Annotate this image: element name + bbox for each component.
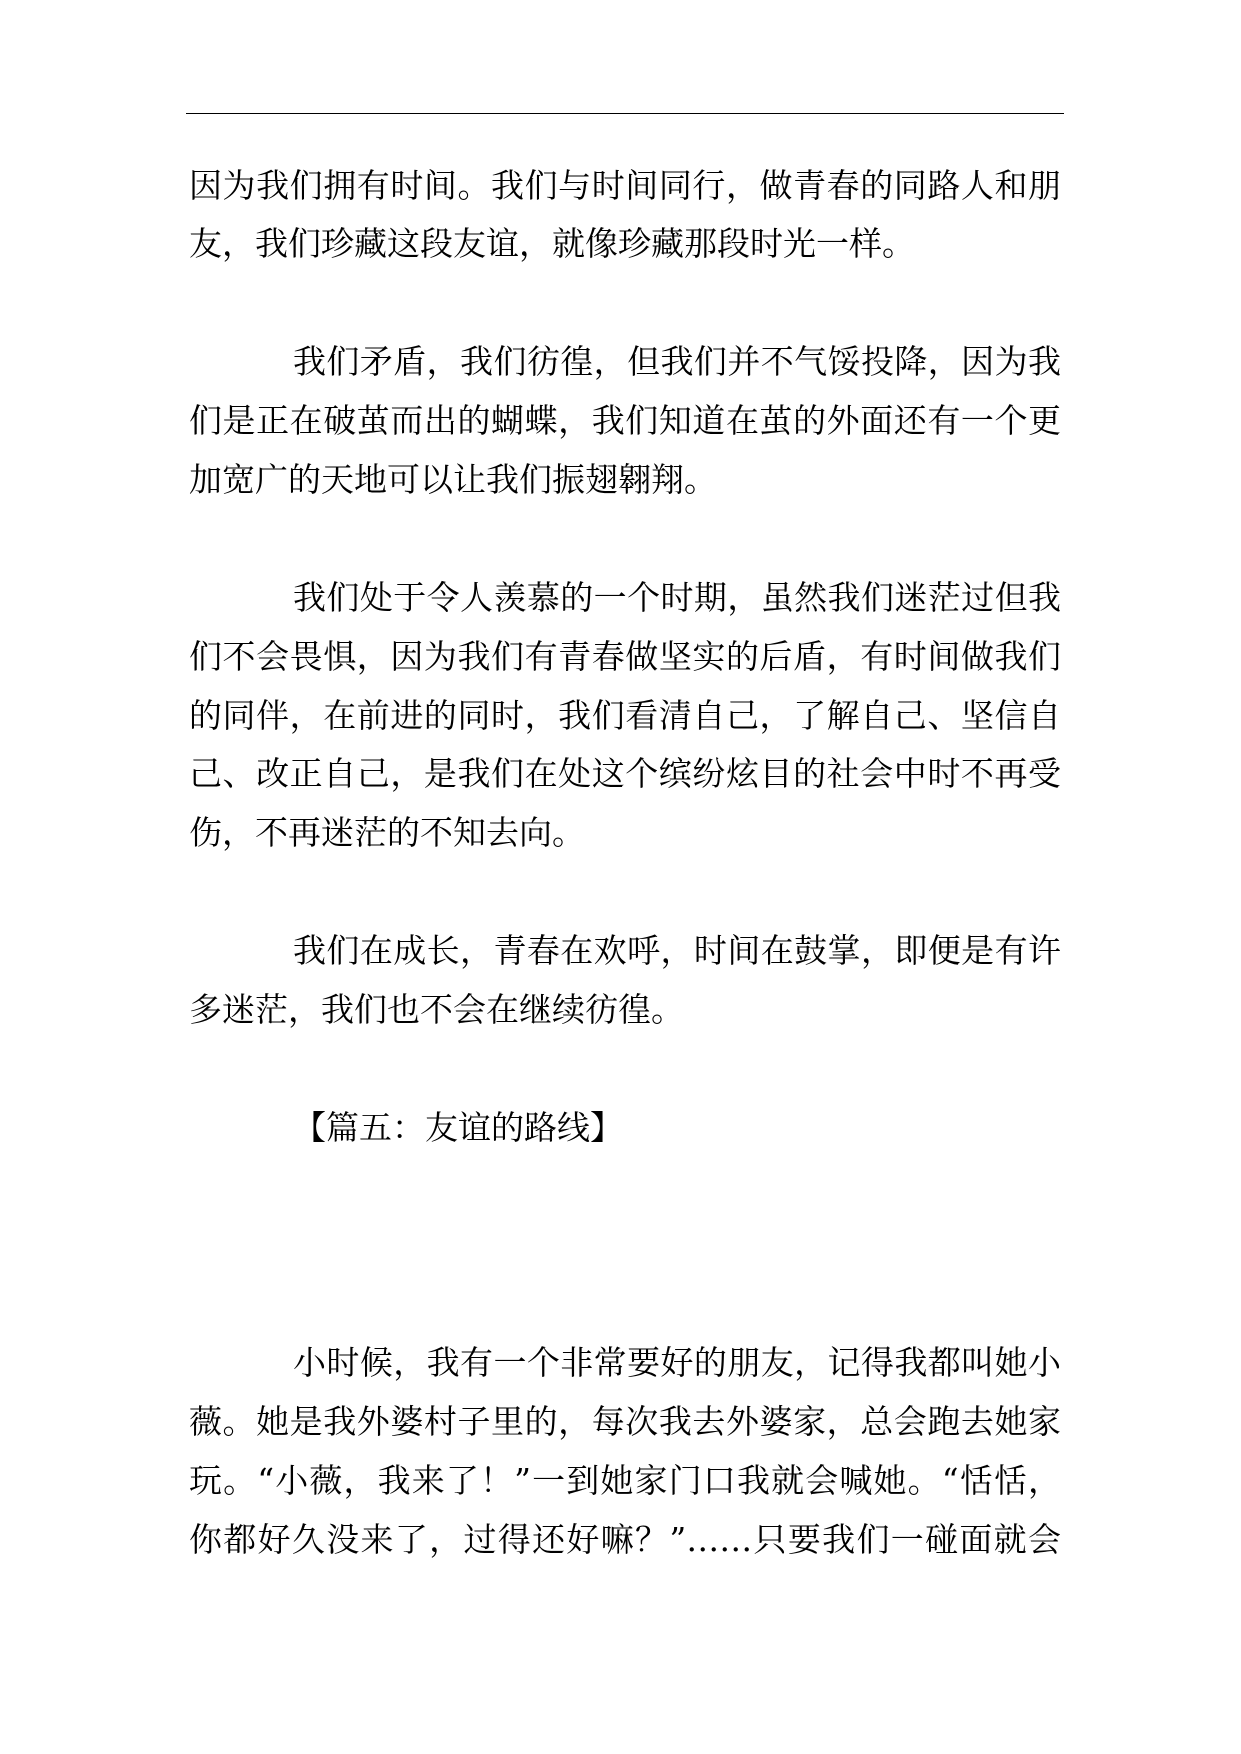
section-heading: 【篇五：友谊的路线】 [293, 1107, 623, 1147]
text-line: 你都好久没来了，过得还好嘛？”……只要我们一碰面就会 [189, 1520, 1061, 1559]
paragraph [189, 333, 1061, 510]
text-line: 伤，不再迷茫的不知去向。 [189, 813, 585, 853]
text-line: 因为我们拥有时间。我们与时间同行，做青春的同路人和朋 [189, 165, 1061, 205]
text-line: 们是正在破茧而出的蝴蝶，我们知道在茧的外面还有一个更 [189, 401, 1061, 441]
header-rule [186, 113, 1064, 114]
document-body [189, 157, 1061, 1629]
text-line: 加宽广的天地可以让我们振翅翱翔。 [189, 459, 717, 499]
text-line: 小时候，我有一个非常要好的朋友，记得我都叫她小 [293, 1343, 1061, 1383]
text-line: 玩。“小薇，我来了！”一到她家门口我就会喊她。“恬恬， [189, 1461, 1061, 1501]
text-line: 我们在成长，青春在欢呼，时间在鼓掌，即便是有许 [293, 931, 1061, 971]
text-line: 己、改正自己，是我们在处这个缤纷炫目的社会中时不再受 [189, 754, 1061, 794]
text-line: 薇。她是我外婆村子里的，每次我去外婆家，总会跑去她家 [189, 1402, 1061, 1442]
text-line: 的同伴，在前进的同时，我们看清自己，了解自己、坚信自 [189, 695, 1061, 735]
text-line: 友，我们珍藏这段友谊，就像珍藏那段时光一样。 [189, 224, 915, 264]
text-line: 我们矛盾，我们彷徨，但我们并不气馁投降，因为我 [293, 342, 1061, 382]
text-line: 多迷茫，我们也不会在继续彷徨。 [189, 989, 684, 1029]
text-line: 我们处于令人羡慕的一个时期，虽然我们迷茫过但我 [293, 577, 1061, 617]
paragraph [189, 157, 1061, 275]
paragraph [189, 922, 1061, 1040]
paragraph [189, 569, 1061, 863]
text-line: 们不会畏惧，因为我们有青春做坚实的后盾，有时间做我们 [189, 636, 1061, 676]
paragraph [189, 1334, 1061, 1570]
